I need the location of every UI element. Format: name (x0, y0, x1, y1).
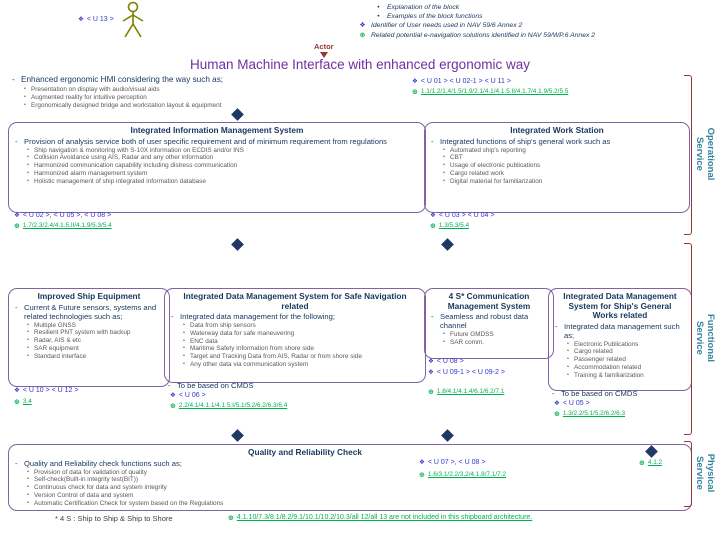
solution-plus-icon: ⊕ (359, 30, 366, 39)
bullet-dot-icon: • (183, 353, 185, 360)
user-need-diamond-icon: ❖ (428, 368, 434, 376)
list-item (15, 322, 163, 330)
list-item (431, 170, 683, 178)
list-item (15, 337, 163, 345)
list-item (12, 86, 408, 94)
bullet-dot-icon: • (24, 93, 26, 100)
list-item (555, 372, 685, 380)
service-label-operational: Operational Service (694, 127, 716, 181)
bullet-dot-icon: • (27, 146, 29, 153)
bullet-dot-icon: • (377, 4, 380, 11)
list-item-text: Presentation on display with audio/visual aids (31, 86, 160, 93)
block-dms-navigation (164, 288, 426, 383)
bullet-dot-icon: • (183, 329, 185, 336)
legend-item (358, 12, 714, 21)
user-need-diamond-icon: ❖ (412, 77, 418, 85)
legend-text: Identifier of User needs used in NAV 59/6 Annex 2 (371, 22, 523, 30)
block-header (12, 75, 408, 85)
block-header (15, 303, 163, 321)
list-item (555, 341, 685, 349)
iims-user-needs (14, 211, 111, 220)
user-needs-text: < U 07 >, < U 08 > (427, 459, 486, 466)
list-item-text: Standard interface (34, 352, 87, 360)
list-item-text: Provision of data for validation of quality (34, 468, 147, 476)
legend-text: Examples of the block functions (387, 13, 483, 21)
bullet-dot-icon: • (443, 169, 445, 176)
block-title: 4 S* Communication Management System (447, 291, 531, 311)
list-item (15, 476, 405, 484)
solution-plus-icon: ⊕ (430, 222, 436, 230)
list-item-text: Ship navigation & monitoring with S-10X information on ECDIS and/or INS (34, 146, 244, 154)
connector-diamond (231, 238, 244, 251)
solutions-text: 1.3/2.2/5.1/5.2/6.2/6.3 (562, 410, 626, 417)
user-need-diamond-icon: ❖ (170, 391, 176, 399)
hmi-solutions (412, 88, 568, 96)
list-item (171, 322, 419, 330)
list-item-text: Continuous check for data and system integrity (34, 484, 167, 492)
list-item-text: Digital material for familiarization (450, 177, 543, 185)
bullet-dot-icon: • (27, 337, 29, 344)
dash-icon: - (12, 75, 15, 84)
connector-diamond (441, 238, 454, 251)
block-iims (8, 122, 426, 213)
comm-user-needs (428, 368, 532, 377)
block-header (431, 137, 683, 146)
block-header-text: Enhanced ergonomic HMI considering the way such as; (21, 75, 224, 84)
bullet-dot-icon: • (567, 356, 569, 363)
list-item-text: Data from ship sensors (190, 322, 256, 329)
footnote-text: 4.1.10/7.3/8.1/8.2/9.1/10.1/10.2/10.3/all 12/all 13 are not included in this shipboard architecture. (236, 514, 533, 521)
list-item (431, 147, 683, 155)
list-item-text: Cargo related work (450, 169, 504, 177)
service-bracket-operational (684, 75, 692, 235)
block-title: Integrated Work Station (510, 125, 604, 135)
bullet-dot-icon: • (27, 177, 29, 184)
actor-label: Actor (314, 42, 334, 51)
list-item (15, 500, 405, 508)
block-header (555, 322, 685, 340)
equipment-solutions (14, 398, 32, 406)
list-item (171, 330, 419, 338)
dash-icon: - (431, 136, 434, 146)
bullet-dot-icon: • (27, 321, 29, 328)
solutions-text: 3.4 (22, 398, 32, 405)
quality-solutions-extra (639, 459, 662, 467)
bullet-dot-icon: • (443, 162, 445, 169)
solution-plus-icon: ⊕ (419, 471, 425, 479)
list-item-text: Augmented reality for intuitive perception (31, 93, 147, 101)
user-needs-text: < U 02 >, < U 05 >, < U 08 > (22, 212, 112, 219)
user-need-diamond-icon: ❖ (14, 386, 20, 394)
user-need-diamond-icon: ❖ (419, 458, 425, 466)
solutions-text: 1.1/1.2/1.4/1.5/1.9/2.1/4.1/4.1.5.II/4.1.7/4.1.9/5.2/5.5 (420, 88, 569, 95)
list-item (171, 338, 419, 346)
actor-user-need-text: < U 13 > (86, 16, 114, 23)
list-item-text: Collision Avoidance using AIS, Radar and any other information (34, 154, 214, 162)
list-item-text: ENC data (190, 337, 218, 345)
user-need-diamond-icon: ❖ (14, 211, 20, 219)
bullet-dot-icon: • (24, 101, 26, 108)
comm-solutions (428, 388, 506, 396)
user-needs-text: < U 05 > (562, 400, 590, 407)
block-title: Quality and Reliability Check (248, 447, 362, 457)
list-item (15, 178, 419, 186)
list-item-text: Waterway data for safe maneuvering (190, 329, 295, 337)
bullet-dot-icon: • (183, 345, 185, 352)
bullet-dot-icon: • (27, 491, 29, 498)
equipment-user-needs (14, 386, 78, 395)
list-item (15, 469, 405, 477)
footnote-4s: * 4 S : Ship to Ship & Ship to Shore (55, 514, 173, 523)
user-needs-text: < U 06 > (178, 392, 206, 399)
bullet-dot-icon: • (27, 352, 29, 359)
user-needs-text: < U 03 > < U 04 > (438, 212, 495, 219)
list-item-text: Harmonized communication capability including distress communication (34, 162, 238, 170)
dms-general-works-user-needs (554, 399, 590, 408)
bullet-dot-icon: • (27, 468, 29, 475)
list-item-text: Automatic Certification Check for system based on the Regulations (34, 499, 224, 507)
bullet-dot-icon: • (27, 476, 29, 483)
dms-navigation-solutions (170, 402, 287, 410)
list-item-text: Harmonized alarm management system (34, 169, 148, 177)
list-item-text: Automated ship's reporting (450, 146, 526, 154)
list-item (15, 353, 163, 361)
block-header-text: Seamless and robust data channel (440, 312, 529, 330)
list-item-text: Training & familiarization (574, 371, 644, 379)
user-need-diamond-icon: ❖ (78, 15, 84, 23)
dms-navigation-footer (168, 381, 368, 390)
legend-item (358, 31, 714, 40)
block-header (15, 459, 405, 468)
bullet-dot-icon: • (377, 13, 380, 21)
legend (358, 3, 714, 40)
footer-text: To be based on CMDS (177, 381, 254, 390)
solutions-text: 1.8/4.1/4.1.4/6.1/6.2/7.1 (436, 388, 505, 395)
actor-user-need (78, 15, 114, 24)
list-item-text: Target and Tracking Data from AIS, Radar or from shore side (190, 353, 362, 361)
connector-diamond (231, 108, 244, 121)
list-item (15, 154, 419, 162)
dms-general-works-footer (552, 389, 676, 398)
service-label-physical: Physical Service (694, 453, 716, 493)
footnote-excluded-solutions (228, 514, 532, 522)
dash-icon: - (555, 321, 558, 331)
block-header-text: Integrated functions of ship's general work such as (440, 136, 611, 146)
connector-diamond (441, 429, 454, 442)
bullet-dot-icon: • (183, 337, 185, 344)
bullet-dot-icon: • (27, 154, 29, 161)
legend-text: Related potential e-navigation solutions identified in NAV 59/WP.6 Annex 2 (371, 31, 596, 39)
quality-left-column (15, 459, 405, 508)
block-header-text: Current & Future sensors, systems and related technologies such as; (24, 302, 157, 321)
connector-diamond (231, 429, 244, 442)
list-item-text: Future GMDSS (450, 331, 494, 338)
solutions-text: 2.2/4.1/4.1.1/4.1.5.I/5.1/5.2/6.2/6.3/6.4 (178, 402, 288, 409)
list-item (15, 329, 163, 337)
bullet-dot-icon: • (567, 363, 569, 370)
list-item-text: Passenger related (574, 356, 626, 364)
bullet-dot-icon: • (27, 344, 29, 351)
bullet-dot-icon: • (27, 329, 29, 336)
bullet-dot-icon: • (567, 348, 569, 355)
dash-icon: - (552, 389, 555, 398)
block-dms-general-works (548, 288, 692, 391)
dms-navigation-user-needs (170, 391, 206, 400)
list-item-text: Any other data via communication system (190, 360, 309, 368)
list-item (431, 331, 547, 339)
block-iws (424, 122, 690, 213)
list-item-text: Resilient PNT system with backup (34, 329, 131, 337)
dash-icon: - (168, 381, 171, 390)
hmi-user-needs (412, 77, 511, 86)
list-item (171, 345, 419, 353)
list-item-text: Version Control of data and system (34, 491, 134, 499)
list-item (431, 178, 683, 186)
user-needs-text: < U 01 > < U 02-1 > < U 11 > (420, 78, 511, 85)
user-need-diamond-icon: ❖ (359, 21, 366, 30)
block-comm-management (424, 288, 554, 359)
solutions-text: 4.1.2 (647, 459, 663, 466)
list-item-text: SAR equipment (34, 344, 79, 352)
list-item (15, 492, 405, 500)
list-item-text: Electronic Publications (574, 340, 639, 348)
list-item (15, 162, 419, 170)
iims-solutions (14, 222, 112, 230)
block-header (431, 312, 547, 330)
bullet-dot-icon: • (27, 499, 29, 506)
dash-icon: - (171, 312, 174, 321)
solutions-text: 1.7/2.3/2.4/4.1.5.II/4.1.9/5.3/5.4 (22, 222, 112, 229)
legend-item (358, 3, 714, 12)
quality-solutions (419, 471, 506, 479)
solution-plus-icon: ⊕ (228, 514, 234, 522)
block-title: Integrated Data Management System for Safe Navigation related (183, 291, 407, 311)
user-need-diamond-icon: ❖ (428, 357, 434, 365)
block-quality-check (8, 444, 692, 511)
bullet-dot-icon: • (567, 371, 569, 378)
list-item (15, 147, 419, 155)
block-header-text: Provision of analysis service both of user specific requirement and of minimum requirement from regulations (24, 136, 387, 146)
list-item (431, 339, 547, 347)
list-item (431, 162, 683, 170)
page-title: Human Machine Interface with enhanced ergonomic way (190, 57, 530, 72)
bullet-dot-icon: • (443, 331, 445, 337)
solution-plus-icon: ⊕ (14, 222, 20, 230)
block-title: Improved Ship Equipment (37, 291, 141, 301)
list-item (555, 348, 685, 356)
iws-solutions (430, 222, 469, 230)
legend-item (358, 21, 714, 30)
solution-plus-icon: ⊕ (428, 388, 434, 396)
iws-user-needs (430, 211, 494, 220)
list-item-text: Multiple GNSS (34, 321, 76, 329)
list-item (171, 353, 419, 361)
user-needs-text: < U 10 > < U 12 > (22, 387, 79, 394)
block-ship-equipment (8, 288, 170, 387)
dash-icon: - (15, 136, 18, 146)
service-bracket-physical (684, 441, 692, 507)
user-needs-text: < U 08 > (436, 358, 464, 365)
bullet-dot-icon: • (183, 360, 185, 367)
list-item (431, 154, 683, 162)
list-item (171, 361, 419, 369)
quality-user-needs (419, 458, 485, 467)
list-item-text: Maritime Safety Information from shore side (190, 345, 314, 353)
user-need-diamond-icon: ❖ (430, 211, 436, 219)
list-item-text: Cargo related (574, 348, 613, 356)
legend-text: Explanation of the block (387, 4, 460, 11)
block-header-text: Integrated data management such as; (564, 321, 680, 340)
dms-general-works-solutions (554, 410, 625, 418)
block-title: Integrated Data Management System for Ship's General Works related (563, 291, 677, 320)
list-item-text: Accommodation related (574, 363, 642, 371)
list-item (15, 484, 405, 492)
user-needs-text: < U 09-1 > < U 09-2 > (436, 369, 505, 376)
list-item-text: CBT (450, 154, 463, 162)
solution-plus-icon: ⊕ (170, 402, 176, 410)
dash-icon: - (15, 458, 18, 468)
list-item (12, 102, 408, 110)
list-item-text: Self-check(Built-in integrity test(BIT)) (34, 476, 139, 484)
footer-text: To be based on CMDS (561, 389, 638, 398)
block-header-text: Integrated data management for the following; (180, 312, 335, 321)
connector-diamond (645, 445, 658, 458)
block-header-text: Quality and Reliability check functions such as; (24, 458, 182, 468)
list-item (15, 170, 419, 178)
block-ergonomic-hmi (12, 74, 408, 109)
list-item-text: SAR comm. (450, 338, 485, 346)
block-header (15, 137, 419, 146)
list-item-text: Ergonomically designed bridge and workstation layout & equipment (31, 101, 222, 109)
list-item-text: Radar, AIS & etc (34, 337, 81, 345)
solution-plus-icon: ⊕ (639, 459, 645, 467)
solution-plus-icon: ⊕ (554, 410, 560, 418)
solutions-text: 1.6/3.1/2.2/3.2/4.1.8/7.1/7.2 (427, 471, 507, 478)
dash-icon: - (431, 312, 434, 321)
bullet-dot-icon: • (567, 340, 569, 347)
list-item (555, 364, 685, 372)
bullet-dot-icon: • (27, 484, 29, 491)
block-title: Integrated Information Management System (130, 125, 304, 135)
solution-plus-icon: ⊕ (14, 398, 20, 406)
list-item-text: Holistic management of ship integrated information database (34, 177, 206, 185)
service-label-functional: Functional Service (694, 313, 716, 363)
solution-plus-icon: ⊕ (412, 88, 418, 96)
list-item-text: Usage of electronic publications (450, 162, 541, 170)
bullet-dot-icon: • (27, 162, 29, 169)
list-item (15, 345, 163, 353)
comm-user-needs (428, 357, 532, 366)
block-header (171, 312, 419, 321)
bullet-dot-icon: • (443, 146, 445, 153)
dash-icon: - (15, 302, 18, 312)
list-item (555, 356, 685, 364)
solutions-text: 1.3/5.3/5.4 (438, 222, 470, 229)
bullet-dot-icon: • (443, 177, 445, 184)
bullet-dot-icon: • (443, 154, 445, 161)
actor-icon (118, 1, 148, 39)
list-item (12, 94, 408, 102)
user-need-diamond-icon: ❖ (554, 399, 560, 407)
bullet-dot-icon: • (183, 322, 185, 328)
bullet-dot-icon: • (443, 338, 445, 345)
service-bracket-functional (684, 243, 692, 435)
bullet-dot-icon: • (27, 169, 29, 176)
bullet-dot-icon: • (24, 86, 26, 92)
